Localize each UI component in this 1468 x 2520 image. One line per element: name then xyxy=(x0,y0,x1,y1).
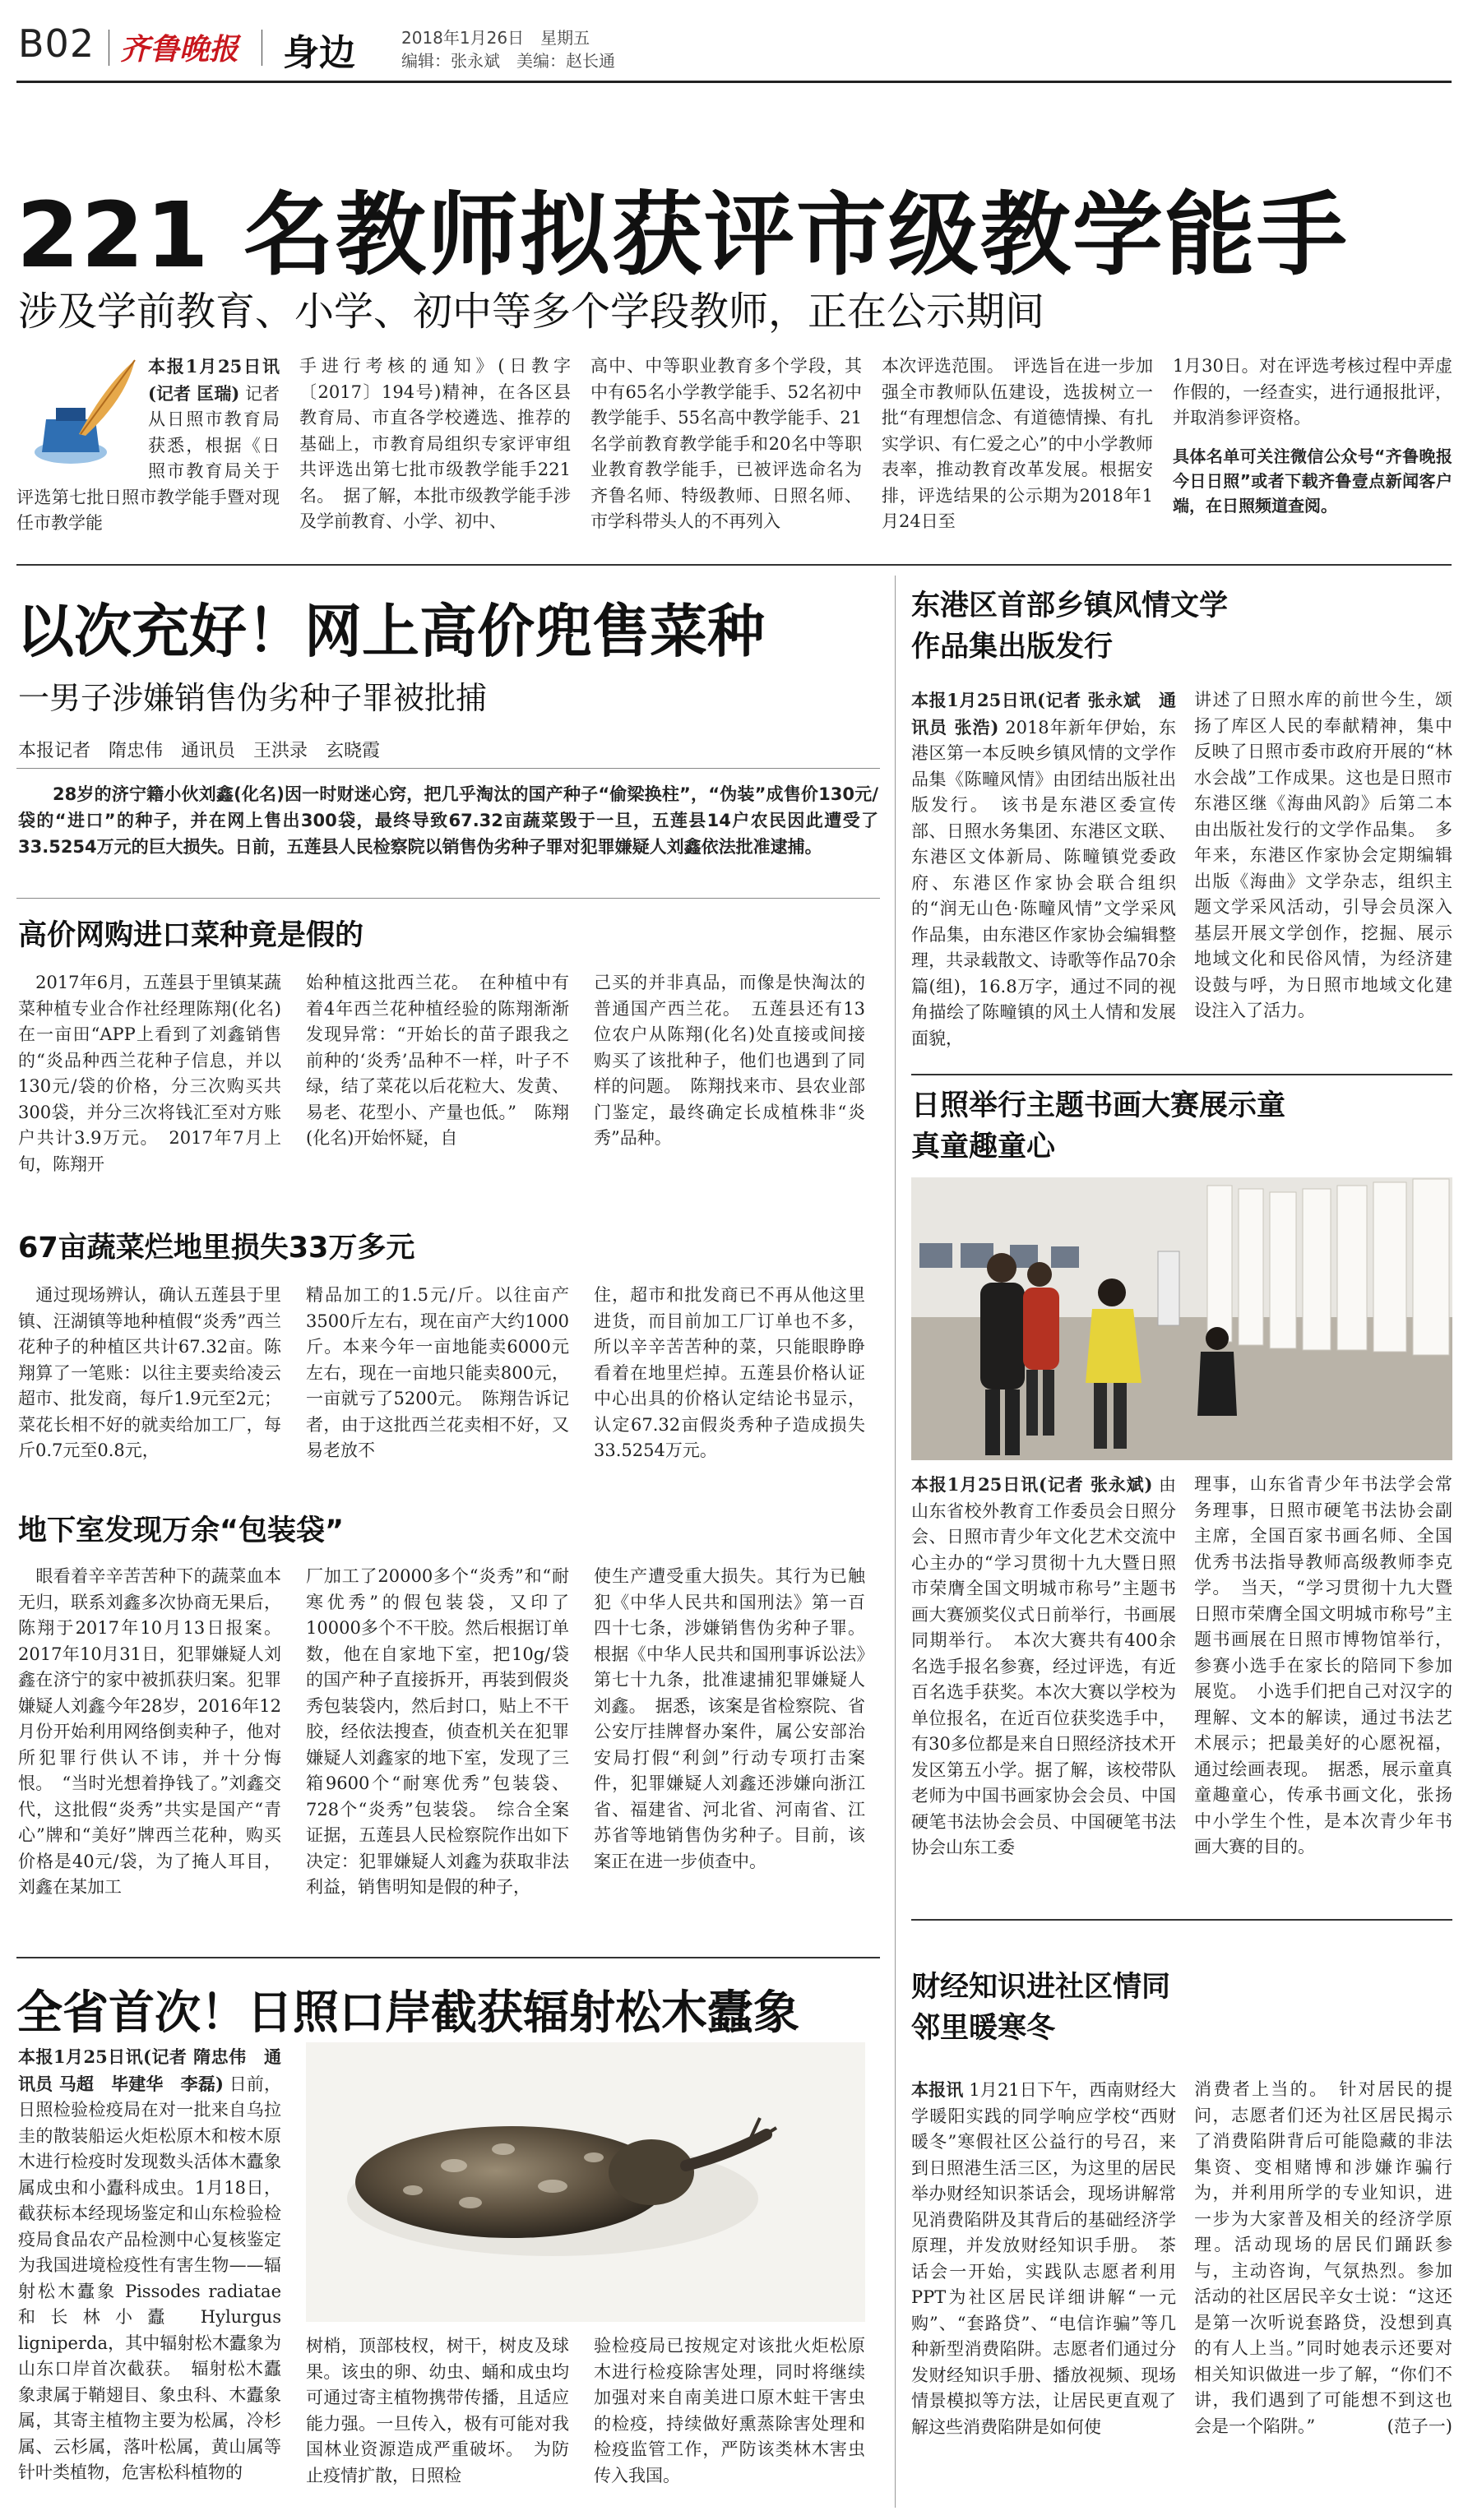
finance-col2-text: 消费者上当的。 针对居民的提问，志愿者们还为社区居民揭示了消费陷阱背后可能隐藏的非法集资、变相赌博和涉嫌诈骗行为，并利用所学的专业知识，进一步为大家普及相关的经济学原理。活动现场的居民们踊跃参与，主动咨询，气氛热烈。参加活动的社区居民辛女士说：“这还是第一次听说套路贷，没想到真的有人上当。”同时她表示还要对相关知识做进一步了解，“你们不讲，我们遇到了可能想不到这也会是一个陷阱。” xyxy=(1194,2079,1452,2436)
literature-col1-text: 2018年新年伊始，东港区第一本反映乡镇风情的文学作品集《陈疃风情》由团结出版社出版发行。 该书是东港区委宣传部、日照水务集团、东港区文联、东港区文体新局、陈疃镇党委政府、东港区作家协会联合组织的“润无山色·陈疃风情”文学采风作品集，由东港区作家协会编辑整理，共录载散文、诗歌等作品70余篇(组)，16.8万字，通过不同的视角描绘了陈疃镇的风土人情和发展面貌， xyxy=(911,717,1176,1048)
finance-author: (范子一) xyxy=(1387,2416,1452,2436)
seeds-bottom-rule xyxy=(16,1957,880,1958)
literature-bottom-rule xyxy=(911,1074,1452,1075)
issue-date: 2018年1月26日 星期五 xyxy=(401,28,590,48)
literature-intro: 本报1月25日讯(记者 张永斌 通讯员 张浩) xyxy=(911,690,1176,738)
seeds-s2-col1-text: 通过现场辨认，确认五莲县于里镇、汪湖镇等地种植假“炎秀”西兰花种子的种植区共计67.32亩。陈翔算了一笔账：以往主要卖给凌云超市、批发商，每斤1.9元至2元；菜花长相不好的就卖给加工厂，每斤0.7元至0.8元， xyxy=(18,1285,281,1460)
seeds-summary-rule xyxy=(16,898,880,899)
literature-column-2 xyxy=(1194,687,1452,1066)
painting-bottom-rule xyxy=(911,1919,1452,1921)
seeds-s3-col1-text: 眼看着辛辛苦苦种下的蔬菜血本无归，联系刘鑫多次协商无果后，陈翔于2017年10月13日报案。2017年10月31日，犯罪嫌疑人刘鑫在济宁的家中被抓获归案。犯罪嫌疑人刘鑫今年28岁，2016年12月份开始利用网络倒卖种子，他对所犯罪行供认不讳，并十分悔恨。 “当时光想着挣钱了。”刘鑫交代，这批假“炎秀”共实是国产“青心”牌和“美好”牌西兰花种，购买价格是40元/袋，为了掩人耳目，刘鑫在某加工 xyxy=(18,1566,281,1897)
main-column-divider xyxy=(895,576,896,2508)
beetle-intro: 本报1月25日讯(记者 隋忠伟 通讯员 马超 毕建华 李磊) xyxy=(18,2046,281,2094)
seeds-s1-col3 xyxy=(594,970,865,1217)
lead-column-5 xyxy=(1173,354,1452,551)
lead-intro: 本报1月25日讯(记者 匡瑞) xyxy=(148,356,280,404)
lead-subhead: 涉及学前教育、小学、初中等多个学段教师，正在公示期间 xyxy=(18,289,1045,335)
beetle-column-1 xyxy=(18,2044,281,2513)
painting-column-1 xyxy=(911,1472,1176,1907)
exhibition-photo xyxy=(911,1177,1452,1460)
beetle-col1-text: 日前，日照检验检疫局在对一批来自乌拉圭的散装船运火炬松原木和桉木原木进行检疫时发现数头活体木蠹象属成虫和小蠹科成虫。1月18日，截获标本经现场鉴定和山东检验检疫局食品农产品检测中心复核鉴定为我国进境检疫性有害生物——辐射松木蠹象 Pissodes radiatae 和长林小蠹 Hylurgus ligniperda，其中辐射松木蠹象为山东口岸首次截获。 辐射松木蠹象隶属于鞘翅目、象虫科、木蠹象属，其寄主植物主要为松属，冷杉属、云杉属，落叶松属，黄山属等针叶类植物，危害松科植物的 xyxy=(18,2074,281,2482)
seeds-s2-col3 xyxy=(594,1283,865,1501)
painting-intro: 本报1月25日讯(记者 张永斌) xyxy=(911,1474,1153,1495)
seeds-s1-col2-text: 始种植这批西兰花。 在种植中有着4年西兰花种植经验的陈翔渐渐发现异常：“开始长的苗子跟我之前种的‘炎秀’品种不一样，叶子不绿，结了菜花以后花粒大、发黄、易老、花型小、产量也低。” 陈翔(化名)开始怀疑，自 xyxy=(306,973,569,1148)
lead-headline: 221 名教师拟获评市级教学能手 xyxy=(16,183,1349,288)
literature-column-1 xyxy=(911,687,1176,1066)
seeds-s2-col3-text: 住，超市和批发商已不再从他这里进货，而目前加工厂订单也不多，所以辛辛苦苦种的菜，只能眼睁睁看着在地里烂掉。五莲县价格认证中心出具的价格认定结论书显示，认定67.32亩假炎秀种子造成损失33.5254万元。 xyxy=(594,1285,865,1460)
seeds-s3-col2 xyxy=(306,1564,569,1950)
beetle-illustration xyxy=(306,2042,865,2322)
beetle-column-2 xyxy=(306,2333,569,2513)
painting-headline: 日照举行主题书画大赛展示童真童趣童心 xyxy=(911,1089,1286,1163)
finance-intro: 本报讯 xyxy=(911,2079,964,2100)
seeds-s3-col1 xyxy=(18,1564,281,1950)
page-number: B02 xyxy=(18,21,95,66)
paper-logo: 齐鲁晚报 xyxy=(120,32,239,67)
seeds-summary-text: 28岁的济宁籍小伙刘鑫(化名)因一时财迷心窍，把几乎淘汰的国产种子“偷梁换柱”，“伪装”成售价130元/袋的“进口”的种子，并在网上售出300袋，最终导致67.32亩蔬菜毁于一旦，五莲县14户农民因此遭受了33.5254万元的巨大损失。日前，五莲县人民检察院以销售伪劣种子罪对犯罪嫌疑人刘鑫依法批准逮捕。 xyxy=(18,784,878,857)
seeds-s3-col3-text: 使生产遭受重大损失。其行为已触犯《中华人民共和国刑法》第一百四十七条，涉嫌销售伪劣种子罪。根据《中华人民共和国刑事诉讼法》第七十九条，批准逮捕犯罪嫌疑人刘鑫。 据悉，该案是省检察院、省公安厅挂牌督办案件，属公安部治安局打假“利剑”行动专项打击案件，犯罪嫌疑人刘鑫还涉嫌向浙江省、福建省、河北省、河南省、江苏省等地销售伪劣种子。目前，该案正在进一步侦查中。 xyxy=(594,1566,865,1871)
lead-bottom-rule xyxy=(16,564,1452,566)
lead-column-1 xyxy=(16,354,280,551)
lead-column-3 xyxy=(590,354,862,551)
seeds-s2-col1 xyxy=(18,1283,281,1501)
lead-column-4 xyxy=(882,354,1153,551)
lead-col5-text: 1月30日。对在评选考核过程中弄虚作假的，一经查实，进行通报批评，并取消参评资格。 xyxy=(1173,356,1452,428)
painting-column-2 xyxy=(1194,1472,1452,1907)
section-name: 身边 xyxy=(283,32,355,74)
finance-headline: 财经知识进社区情同邻里暖寒冬 xyxy=(911,1971,1171,2045)
seeds-s3-col3 xyxy=(594,1564,865,1950)
seeds-byline-rule xyxy=(16,768,880,769)
seeds-subhead: 一男子涉嫌销售伪劣种子罪被批捕 xyxy=(18,680,488,716)
seeds-byline: 本报记者 隋忠伟 通讯员 王洪录 玄晓霞 xyxy=(18,741,381,761)
seeds-s1-col1-text: 2017年6月，五莲县于里镇某蔬菜种植专业合作社经理陈翔(化名)在一亩田“APP上看到了刘鑫销售的“炎品种西兰花种子信息，并以130元/袋的价格，分三次购买共300袋，并分三次将钱汇至对方账户共计3.9万元。 2017年7月上旬，陈翔开 xyxy=(18,973,281,1174)
finance-column-1 xyxy=(911,2077,1176,2513)
seeds-s3-col2-text: 厂加工了20000多个“炎秀”和“耐寒优秀”的假包装袋，又印了10000多个不干胶。然后根据订单数，他在自家地下室，把10g/袋的国产种子直接拆开，再装到假炎秀包装袋内，然后封口，贴上不干胶，经依法搜查，侦查机关在犯罪嫌疑人刘鑫家的地下室，发现了三箱9600个“耐寒优秀”包装袋、728个“炎秀”包装袋。 综合全案证据，五莲县人民检察院作出如下决定：犯罪嫌疑人刘鑫为获取非法利益，销售明知是假的种子， xyxy=(306,1566,569,1897)
lead-note: 具体名单可关注微信公众号“齐鲁晚报今日日照”或者下载齐鲁壹点新闻客户端，在日照频道查阅。 xyxy=(1173,446,1452,516)
seeds-s1-col3-text: 己买的并非真品，而像是快淘汰的普通国产西兰花。 五莲县还有13位农户从陈翔(化名)处直接或间接购买了该批种子，他们也遇到了同样的问题。 陈翔找来市、县农业部门鉴定，最终确定长成植株非“炎秀”品种。 xyxy=(594,973,865,1148)
seeds-s1-col2 xyxy=(306,970,569,1217)
painting-col2-text: 理事，山东省青少年书法学会常务理事，日照市硬笔书法协会副主席，全国百家书画名师、全国优秀书法指导教师高级教师李克学。 当天，“学习贯彻十九大暨日照市荣膺全国文明城市称号”主题书画展在日照市博物馆举行，参赛小选手在家长的陪同下参加展览。 小选手们把自己对汉字的理解、文本的解读，通过书法艺术展示；把最美好的心愿祝福，通过绘画表现。 据悉，展示童真童趣童心，传承书画文化，张扬中小学生个性，是本次青少年书画大赛的目的。 xyxy=(1194,1474,1452,1856)
exhibition-illustration xyxy=(911,1177,1452,1460)
beetle-col3-text: 验检疫局已按规定对该批火炬松原木进行检疫除害处理，同时将继续加强对来自南美进口原木蛀干害虫的检疫，持续做好熏蒸除害处理和检疫监管工作，严防该类林木害虫传入我国。 xyxy=(594,2336,865,2485)
beetle-col2-text: 树梢，顶部枝杈，树干，树皮及球果。该虫的卵、幼虫、蛹和成虫均可通过寄主植物携带传播，且适应能力强。一旦传入，极有可能对我国林业资源造成严重破坏。 为防止疫情扩散，日照检 xyxy=(306,2336,569,2485)
seeds-summary xyxy=(18,781,878,891)
seeds-headline: 以次充好！网上高价兜售菜种 xyxy=(16,598,765,665)
finance-column-2 xyxy=(1194,2077,1452,2513)
lead-col4-text: 本次评选范围。 评选旨在进一步加强全市教师队伍建设，选拔树立一批“有理想信念、有道德情操、有扎实学识、有仁爱之心”的中小学教师表率，推动教育改革发展。根据安排，评选结果的公示期为2018年1月24日至 xyxy=(882,356,1153,531)
lead-col2-text: 手进行考核的通知》(日教字〔2017〕194号)精神，在各区县教育局、市直各学校遴选、推荐的基础上，市教育局组织专家评审组共评选出第七批市级教学能手221名。 据了解，本批市级教学能手涉及学前教育、小学、初中、 xyxy=(299,356,571,531)
finance-col1-text: 1月21日下午，西南财经大学暖阳实践的同学响应学校“西财暖冬”寒假社区公益行的号召，来到日照港生活三区，为这里的居民举办财经知识茶话会，现场讲解常见消费陷阱及其背后的基础经济学原理，并发放财经知识手册。 茶话会一开始，实践队志愿者利用PPT为社区居民详细讲解“一元购”、“套路贷”、“电信诈骗”等几种新型消费陷阱。志愿者们通过分发财经知识手册、播放视频、现场情景模拟等方法，让居民更直观了解这些消费陷阱是如何使 xyxy=(911,2080,1176,2437)
beetle-photo xyxy=(306,2042,865,2322)
lead-column-2 xyxy=(299,354,571,551)
literature-headline: 东港区首部乡镇风情文学作品集出版发行 xyxy=(911,590,1229,664)
literature-col2-text: 讲述了日照水库的前世今生，颂扬了库区人民的奉献精神，集中反映了日照市委市政府开展的“林水会战”工作成果。这也是日照市东港区继《海曲风韵》后第二本由出版社发行的文学作品集。 多年来，东港区作家协会定期编辑出版《海曲》文学杂志，组织主题文学采风活动，引导会员深入基层开展文学创作，挖掘、展示地域文化和民俗风情，为经济建设鼓与呼，为日照市地域文化建设注入了活力。 xyxy=(1194,690,1452,1020)
seeds-section2-title: 67亩蔬菜烂地里损失33万多元 xyxy=(18,1232,415,1265)
lead-col3-text: 高中、中等职业教育多个学段，其中有65名小学教学能手、52名初中教学能手、55名高中教学能手、21名学前教育教学能手和20名中等职业教育教学能手，已被评选命名为齐鲁名师、特级教师、日照名师、市学科带头人的不再列入 xyxy=(590,356,862,531)
beetle-headline: 全省首次！日照口岸截获辐射松木蠹象 xyxy=(16,1986,799,2040)
editors-credit: 编辑：张永斌 美编：赵长通 xyxy=(401,51,615,71)
icon-float xyxy=(16,354,148,469)
seeds-section3-title: 地下室发现万余“包装袋” xyxy=(18,1514,345,1547)
seeds-section1-title: 高价网购进口菜种竟是假的 xyxy=(18,919,364,952)
painting-col1-text: 由山东省校外教育工作委员会日照分会、日照市青少年文化艺术交流中心主办的“学习贯彻十九大暨日照市荣膺全国文明城市称号”主题书画大赛颁奖仪式日前举行，书画展同期举行。 本次大赛共有400余名选手报名参赛，经过评选，有近百名选手获奖。本次大赛以学校为单位报名，在近百位获奖选手中，有30多位都是来自日照经济技术开发区第五小学。据了解，该校带队老师为中国书画家协会会员、中国硬笔书法协会会员、中国硬笔书法协会山东工委 xyxy=(911,1475,1176,1857)
beetle-column-3 xyxy=(594,2333,865,2513)
seeds-s2-col2-text: 精品加工的1.5元/斤。以往亩产3500斤左右，现在亩产大约1000斤。本来今年一亩地能卖6000元左右，现在一亩地只能卖800元，一亩就亏了5200元。 陈翔告诉记者，由于这批西兰花卖相不好，又易老放不 xyxy=(306,1285,569,1460)
masthead-rule xyxy=(16,81,1452,83)
seeds-s1-col1 xyxy=(18,970,281,1217)
seeds-s2-col2 xyxy=(306,1283,569,1501)
lead-col1-text: 记者从日照市教育局获悉，根据《日照市教育局关于评选第七批日照市教学能手暨对现任市教学能 xyxy=(16,383,280,533)
